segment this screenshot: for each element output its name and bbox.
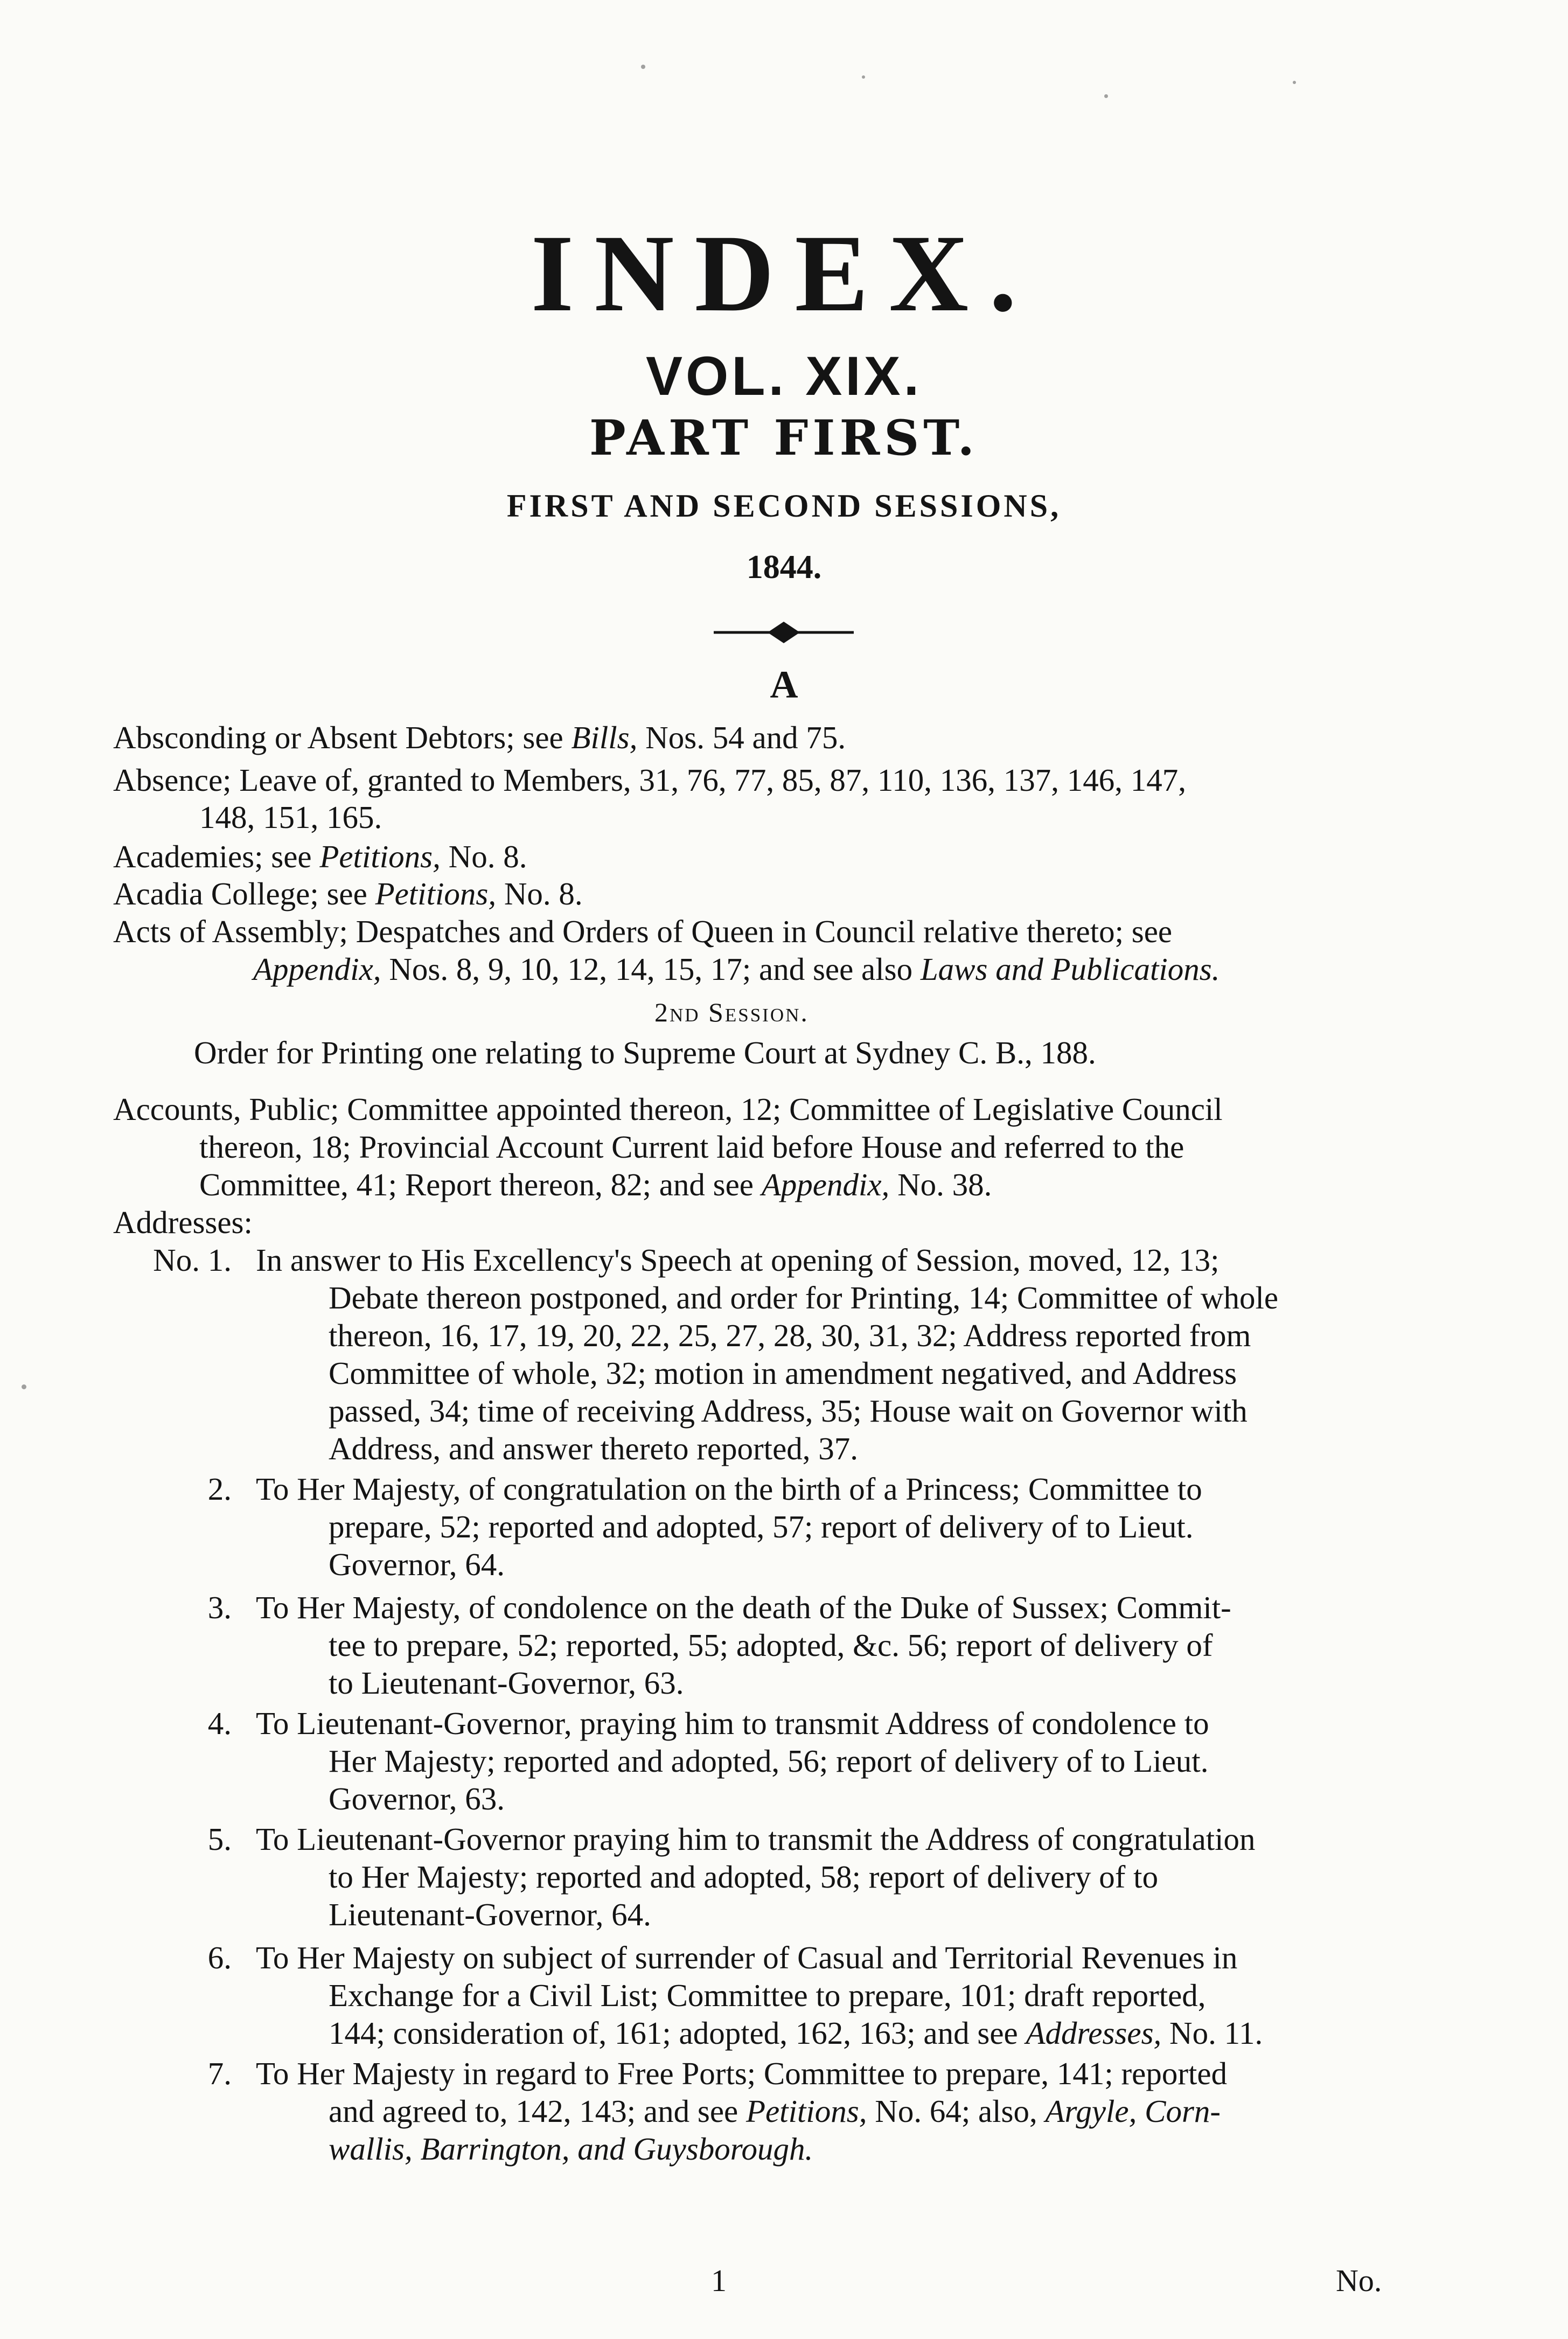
entry-absconding: Absconding or Absent Debtors; see Bills, Nos. 54 and 75. [113,720,846,755]
entry-acadia-college: Acadia College; see Petitions, No. 8. [113,876,583,911]
address-line: passed, 34; time of receiving Address, 35; House wait on Governor with [329,1393,1248,1429]
address-number: 5. [207,1821,232,1857]
address-line: Committee of whole, 32; motion in amendment negatived, and Address [329,1355,1237,1391]
entry-absence: Absence; Leave of, granted to Members, 31, 76, 77, 85, 87, 110, 136, 137, 146, 147, [113,762,1186,798]
sessions-heading: FIRST AND SECOND SESSIONS, [506,488,1062,524]
address-line: To Her Majesty in regard to Free Ports; Committee to prepare, 141; reported [256,2056,1228,2091]
address-line: To Her Majesty on subject of surrender of Casual and Territorial Revenues in [256,1940,1238,1975]
address-line: To Lieutenant-Governor praying him to transmit the Address of congratulation [256,1821,1256,1857]
scan-speck [1104,94,1108,98]
scan-speck [862,75,865,79]
scan-speck [641,65,645,69]
address-line: Lieutenant-Governor, 64. [329,1897,651,1932]
address-line: To Her Majesty, of congratulation on the birth of a Princess; Committee to [256,1471,1202,1507]
scan-speck [22,1384,26,1389]
address-line: Address, and answer thereto reported, 37. [329,1431,859,1466]
address-line: to Lieutenant-Governor, 63. [329,1665,684,1701]
address-number: 6. [207,1940,232,1975]
address-line: thereon, 16, 17, 19, 20, 22, 25, 27, 28, 30, 31, 32; Address reported from [329,1318,1251,1353]
page-title: INDEX. [531,212,1037,335]
entry-order-printing: Order for Printing one relating to Supreme Court at Sydney C. B., 188. [194,1035,1096,1070]
address-line: 144; consideration of, 161; adopted, 162, 163; and see Addresses, No. 11. [329,2015,1263,2051]
entry-academies: Academies; see Petitions, No. 8. [113,839,527,874]
address-number: 2. [207,1471,232,1507]
entry-addresses: Addresses: [113,1205,253,1240]
year-heading: 1844. [746,549,822,586]
address-line: Exchange for a Civil List; Committee to prepare, 101; draft reported, [329,1978,1206,2013]
volume-heading: VOL. XIX. [645,345,923,407]
address-line: Governor, 63. [329,1781,505,1816]
catchword: No. [1336,2263,1382,2298]
address-number: 7. [207,2056,232,2091]
section-letter: A [770,663,798,706]
address-line: To Her Majesty, of condolence on the death of the Duke of Sussex; Commit- [256,1590,1231,1625]
address-number: 3. [207,1590,232,1625]
address-line: To Lieutenant-Governor, praying him to transmit Address of condolence to [256,1705,1209,1741]
address-line: Debate thereon postponed, and order for Printing, 14; Committee of whole [329,1280,1279,1315]
address-line: to Her Majesty; reported and adopted, 58; report of delivery of to [329,1859,1159,1895]
address-line: In answer to His Excellency's Speech at opening of Session, moved, 12, 13; [256,1242,1219,1278]
address-line: tee to prepare, 52; reported, 55; adopted, &c. 56; report of delivery of [329,1627,1213,1663]
entry-accounts-cont: thereon, 18; Provincial Account Current laid before House and referred to the [199,1129,1184,1165]
address-line: Governor, 64. [329,1547,505,1582]
entry-acts-of-assembly: Acts of Assembly; Despatches and Orders of Queen in Council relative thereto; see [113,914,1173,949]
address-line: and agreed to, 142, 143; and see Petitions, No. 64; also, Argyle, Corn- [329,2093,1221,2129]
entry-accounts-cont: Committee, 41; Report thereon, 82; and see Appendix, No. 38. [199,1167,992,1202]
entry-accounts: Accounts, Public; Committee appointed thereon, 12; Committee of Legislative Council [113,1091,1223,1127]
address-line: prepare, 52; reported and adopted, 57; report of delivery of to Lieut. [329,1509,1194,1544]
address-number: 4. [207,1705,232,1741]
page-number: 1 [711,2263,727,2298]
ornamental-rule-icon [714,618,854,646]
address-line: Her Majesty; reported and adopted, 56; report of delivery of to Lieut. [329,1743,1209,1779]
part-heading: PART FIRST. [589,409,979,467]
second-session-heading: 2nd Session. [654,997,809,1027]
entry-acts-cont: Appendix, Nos. 8, 9, 10, 12, 14, 15, 17; and see also Laws and Publications. [253,951,1220,987]
address-number: No. 1. [153,1242,232,1278]
scan-speck [1293,81,1296,84]
entry-absence-cont: 148, 151, 165. [199,799,382,835]
address-line: wallis, Barrington, and Guysborough. [329,2131,813,2167]
